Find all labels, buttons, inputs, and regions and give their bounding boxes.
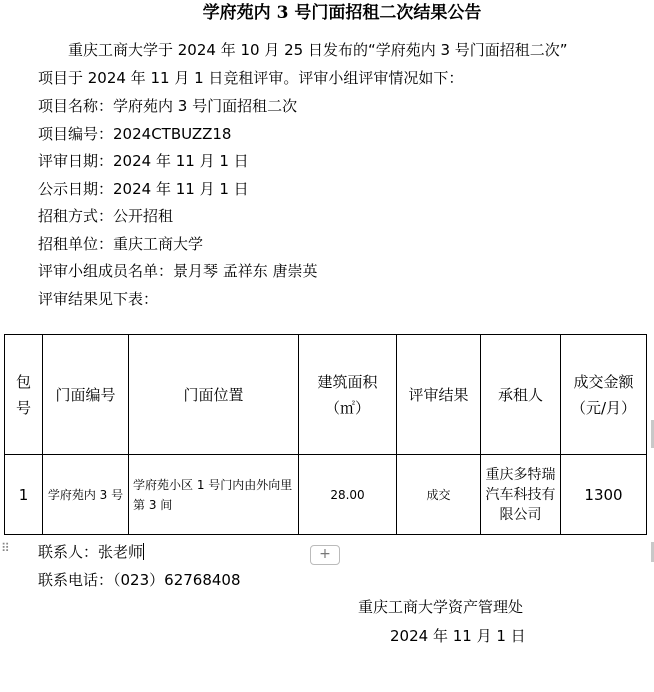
cell-result: 成交 <box>397 455 481 535</box>
plus-icon: + <box>319 546 331 562</box>
field-value: 2024CTBUZZ18 <box>113 125 232 143</box>
contact-line[interactable] <box>38 542 144 562</box>
field-project-number <box>38 124 231 144</box>
header-result: 评审结果 <box>397 335 481 455</box>
cell-shop-id: 学府苑内 3 号 <box>43 455 129 535</box>
cell-amount: 1300 <box>561 455 647 535</box>
field-rental-unit <box>38 234 203 254</box>
add-row-button[interactable] <box>310 545 340 565</box>
header-tenant: 承租人 <box>481 335 561 455</box>
field-project-name <box>38 96 297 116</box>
cell-area: 28.00 <box>299 455 397 535</box>
drag-handle-icon[interactable]: ⠿ <box>1 541 10 555</box>
header-package: 包号 <box>5 335 43 455</box>
field-rental-method <box>38 206 173 226</box>
cell-location: 学府苑小区 1 号门内由外向里第 3 间 <box>129 455 299 535</box>
phone-value: （023）62768408 <box>113 571 241 589</box>
results-intro: 评审结果见下表： <box>38 290 159 308</box>
header-area: 建筑面积（㎡） <box>299 335 397 455</box>
cell-package: 1 <box>5 455 43 535</box>
field-label: 评审小组成员名单： <box>38 262 174 280</box>
contact-label: 联系人： <box>38 543 99 561</box>
field-value: 学府苑内 3 号门面招租二次 <box>113 97 298 115</box>
page-title: 学府苑内 3 号门面招租二次结果公告 <box>202 3 482 23</box>
field-value: 景月琴 孟祥东 唐崇英 <box>173 262 318 280</box>
signature-org: 重庆工商大学资产管理处 <box>358 598 524 616</box>
table-header-row <box>5 335 647 455</box>
text-caret <box>143 543 144 560</box>
cell-tenant: 重庆多特瑞汽车科技有限公司 <box>481 455 561 535</box>
phone-label: 联系电话： <box>38 571 114 589</box>
phone-line <box>38 570 241 590</box>
table-row <box>5 455 647 535</box>
intro-line-1: 重庆工商大学于 2024 年 10 月 25 日发布的“学府苑内 3 号门面招租二次” <box>68 41 568 59</box>
field-label: 评审日期： <box>38 152 114 170</box>
signature-date: 2024 年 11 月 1 日 <box>390 627 526 645</box>
field-label: 项目编号： <box>38 125 114 143</box>
contact-name: 张老师 <box>98 543 144 561</box>
field-review-date <box>38 151 249 171</box>
field-value: 公开招租 <box>113 207 174 225</box>
field-label: 招租方式： <box>38 207 114 225</box>
header-shop-id: 门面编号 <box>43 335 129 455</box>
intro-line-2: 项目于 2024 年 11 月 1 日竞租评审。评审小组评审情况如下： <box>38 69 464 87</box>
field-review-members <box>38 261 318 281</box>
field-label: 公示日期： <box>38 180 114 198</box>
field-label: 招租单位： <box>38 235 114 253</box>
field-value: 重庆工商大学 <box>113 235 204 253</box>
results-table <box>4 334 647 535</box>
header-amount: 成交金额（元/月） <box>561 335 647 455</box>
header-location: 门面位置 <box>129 335 299 455</box>
field-value: 2024 年 11 月 1 日 <box>113 180 249 198</box>
field-announce-date <box>38 179 249 199</box>
field-value: 2024 年 11 月 1 日 <box>113 152 249 170</box>
field-label: 项目名称： <box>38 97 114 115</box>
